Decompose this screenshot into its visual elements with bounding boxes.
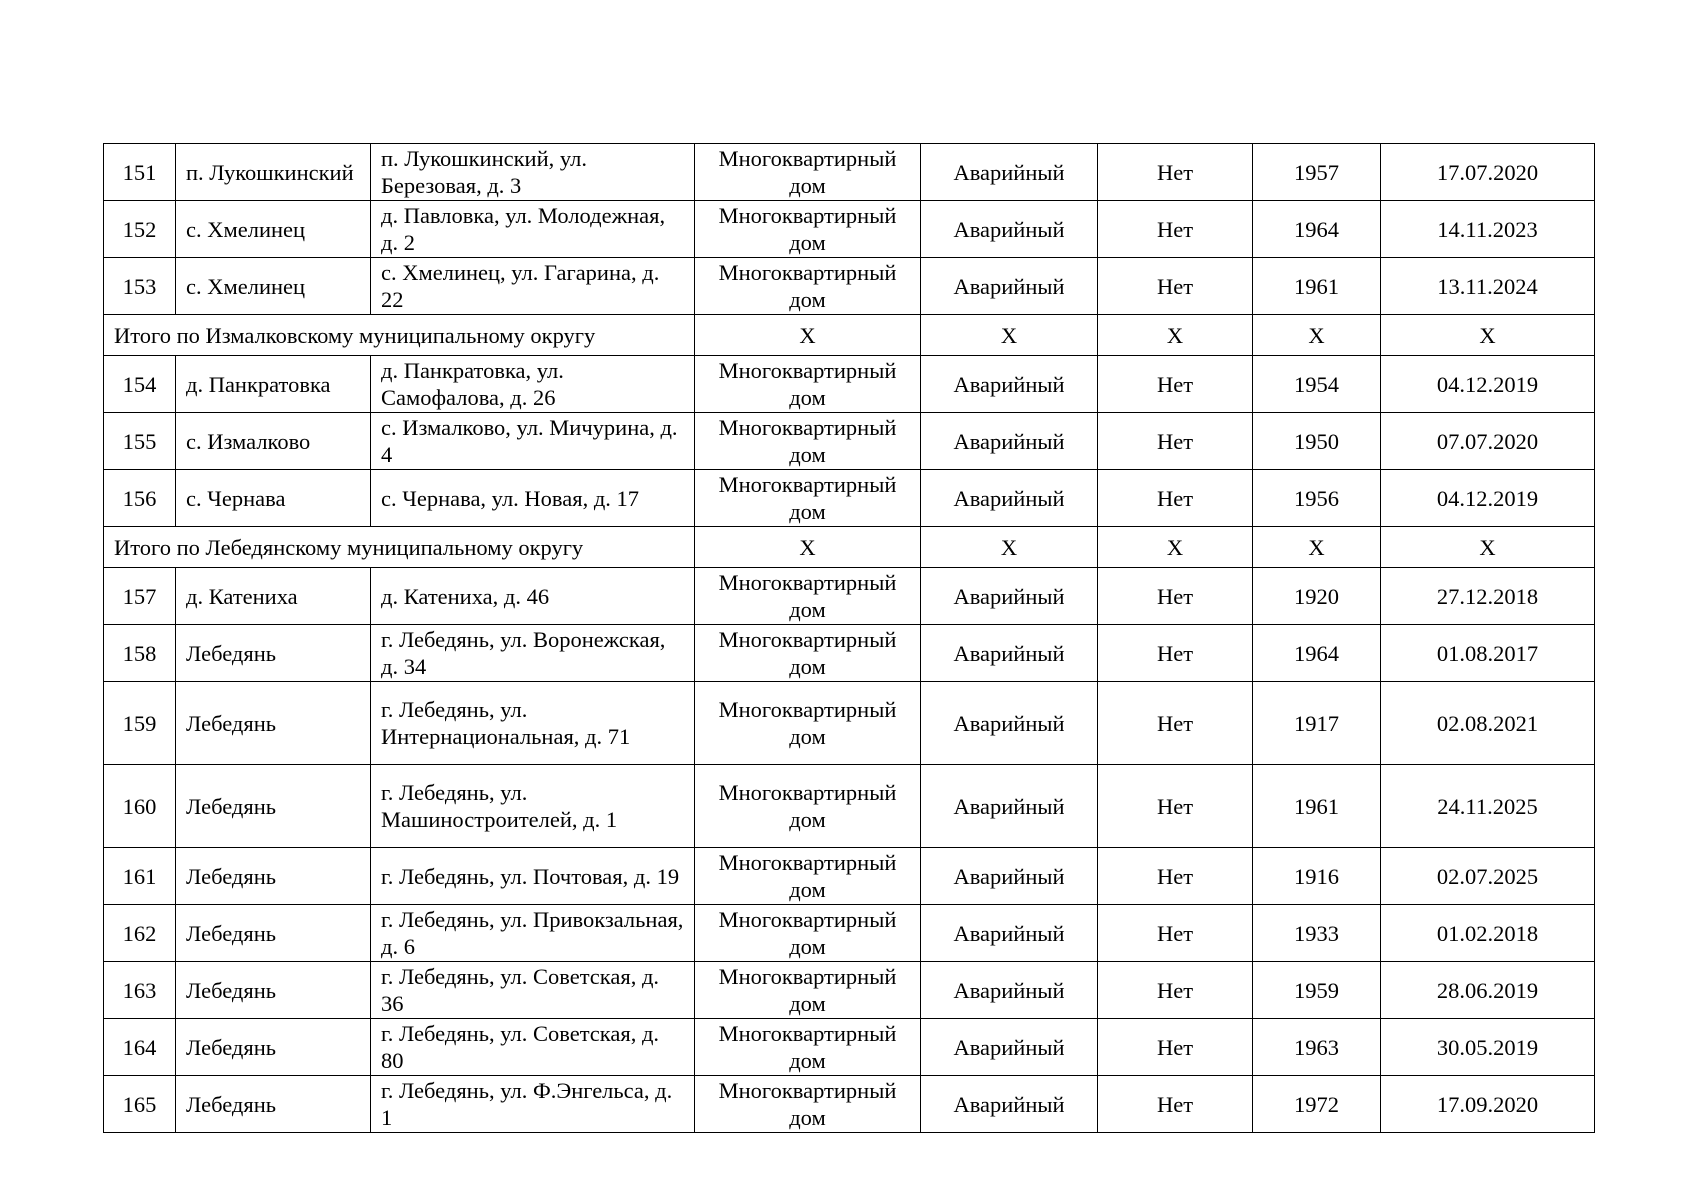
total-row xyxy=(104,315,1595,356)
date-cell: 17.07.2020 xyxy=(1381,144,1595,201)
table-row xyxy=(104,682,1595,765)
table-body xyxy=(104,144,1595,1133)
table-row xyxy=(104,144,1595,201)
date-cell: 04.12.2019 xyxy=(1381,470,1595,527)
condition-cell: Аварийный xyxy=(921,1076,1098,1133)
year-cell: 1916 xyxy=(1253,848,1381,905)
total-mark: Х xyxy=(1253,527,1381,568)
address-cell: с. Чернава, ул. Новая, д. 17 xyxy=(371,470,695,527)
row-number: 164 xyxy=(104,1019,176,1076)
row-number: 160 xyxy=(104,765,176,848)
address-cell: г. Лебедянь, ул. Интернациональная, д. 71 xyxy=(371,682,695,765)
row-number: 158 xyxy=(104,625,176,682)
flag-cell: Нет xyxy=(1098,144,1253,201)
condition-cell: Аварийный xyxy=(921,258,1098,315)
year-cell: 1963 xyxy=(1253,1019,1381,1076)
address-cell: с. Хмелинец, ул. Гагарина, д. 22 xyxy=(371,258,695,315)
date-cell: 02.08.2021 xyxy=(1381,682,1595,765)
table-row xyxy=(104,258,1595,315)
year-cell: 1972 xyxy=(1253,1076,1381,1133)
row-number: 152 xyxy=(104,201,176,258)
condition-cell: Аварийный xyxy=(921,625,1098,682)
flag-cell: Нет xyxy=(1098,356,1253,413)
row-number: 163 xyxy=(104,962,176,1019)
total-mark: Х xyxy=(921,315,1098,356)
condition-cell: Аварийный xyxy=(921,1019,1098,1076)
condition-cell: Аварийный xyxy=(921,848,1098,905)
table-row xyxy=(104,201,1595,258)
settlement-cell: Лебедянь xyxy=(176,905,371,962)
date-cell: 13.11.2024 xyxy=(1381,258,1595,315)
date-cell: 27.12.2018 xyxy=(1381,568,1595,625)
date-cell: 24.11.2025 xyxy=(1381,765,1595,848)
total-row xyxy=(104,527,1595,568)
total-mark: Х xyxy=(1253,315,1381,356)
condition-cell: Аварийный xyxy=(921,470,1098,527)
year-cell: 1920 xyxy=(1253,568,1381,625)
row-number: 162 xyxy=(104,905,176,962)
year-cell: 1956 xyxy=(1253,470,1381,527)
year-cell: 1961 xyxy=(1253,765,1381,848)
building-type-cell: Многоквартирный дом xyxy=(695,201,921,258)
date-cell: 14.11.2023 xyxy=(1381,201,1595,258)
date-cell: 17.09.2020 xyxy=(1381,1076,1595,1133)
flag-cell: Нет xyxy=(1098,1076,1253,1133)
building-type-cell: Многоквартирный дом xyxy=(695,1076,921,1133)
settlement-cell: с. Чернава xyxy=(176,470,371,527)
condition-cell: Аварийный xyxy=(921,568,1098,625)
total-mark: Х xyxy=(1098,315,1253,356)
address-cell: г. Лебедянь, ул. Машиностроителей, д. 1 xyxy=(371,765,695,848)
row-number: 156 xyxy=(104,470,176,527)
table-row xyxy=(104,905,1595,962)
date-cell: 01.02.2018 xyxy=(1381,905,1595,962)
building-type-cell: Многоквартирный дом xyxy=(695,765,921,848)
flag-cell: Нет xyxy=(1098,258,1253,315)
flag-cell: Нет xyxy=(1098,568,1253,625)
address-cell: с. Измалково, ул. Мичурина, д. 4 xyxy=(371,413,695,470)
address-cell: г. Лебедянь, ул. Советская, д. 36 xyxy=(371,962,695,1019)
condition-cell: Аварийный xyxy=(921,413,1098,470)
row-number: 151 xyxy=(104,144,176,201)
table-row xyxy=(104,1076,1595,1133)
address-cell: г. Лебедянь, ул. Почтовая, д. 19 xyxy=(371,848,695,905)
total-mark: Х xyxy=(695,527,921,568)
address-cell: г. Лебедянь, ул. Советская, д. 80 xyxy=(371,1019,695,1076)
total-mark: Х xyxy=(1381,315,1595,356)
year-cell: 1964 xyxy=(1253,201,1381,258)
total-mark: Х xyxy=(1098,527,1253,568)
flag-cell: Нет xyxy=(1098,625,1253,682)
row-number: 165 xyxy=(104,1076,176,1133)
building-type-cell: Многоквартирный дом xyxy=(695,144,921,201)
building-type-cell: Многоквартирный дом xyxy=(695,905,921,962)
address-cell: г. Лебедянь, ул. Привокзальная, д. 6 xyxy=(371,905,695,962)
settlement-cell: Лебедянь xyxy=(176,765,371,848)
building-type-cell: Многоквартирный дом xyxy=(695,413,921,470)
address-cell: п. Лукошкинский, ул. Березовая, д. 3 xyxy=(371,144,695,201)
date-cell: 28.06.2019 xyxy=(1381,962,1595,1019)
row-number: 157 xyxy=(104,568,176,625)
address-cell: д. Павловка, ул. Молодежная, д. 2 xyxy=(371,201,695,258)
flag-cell: Нет xyxy=(1098,682,1253,765)
row-number: 155 xyxy=(104,413,176,470)
building-type-cell: Многоквартирный дом xyxy=(695,962,921,1019)
row-number: 159 xyxy=(104,682,176,765)
settlement-cell: с. Хмелинец xyxy=(176,258,371,315)
settlement-cell: д. Катениха xyxy=(176,568,371,625)
table-row xyxy=(104,765,1595,848)
condition-cell: Аварийный xyxy=(921,905,1098,962)
settlement-cell: с. Измалково xyxy=(176,413,371,470)
table-row xyxy=(104,568,1595,625)
total-mark: Х xyxy=(921,527,1098,568)
flag-cell: Нет xyxy=(1098,905,1253,962)
flag-cell: Нет xyxy=(1098,962,1253,1019)
year-cell: 1957 xyxy=(1253,144,1381,201)
flag-cell: Нет xyxy=(1098,765,1253,848)
year-cell: 1917 xyxy=(1253,682,1381,765)
date-cell: 30.05.2019 xyxy=(1381,1019,1595,1076)
row-number: 153 xyxy=(104,258,176,315)
year-cell: 1950 xyxy=(1253,413,1381,470)
table-row xyxy=(104,356,1595,413)
year-cell: 1959 xyxy=(1253,962,1381,1019)
flag-cell: Нет xyxy=(1098,848,1253,905)
total-label: Итого по Измалковскому муниципальному округу xyxy=(104,315,695,356)
address-cell: г. Лебедянь, ул. Воронежская, д. 34 xyxy=(371,625,695,682)
condition-cell: Аварийный xyxy=(921,765,1098,848)
table-row xyxy=(104,470,1595,527)
settlement-cell: с. Хмелинец xyxy=(176,201,371,258)
building-type-cell: Многоквартирный дом xyxy=(695,470,921,527)
settlement-cell: п. Лукошкинский xyxy=(176,144,371,201)
table-row xyxy=(104,1019,1595,1076)
flag-cell: Нет xyxy=(1098,201,1253,258)
year-cell: 1964 xyxy=(1253,625,1381,682)
total-label: Итого по Лебедянскому муниципальному округу xyxy=(104,527,695,568)
building-type-cell: Многоквартирный дом xyxy=(695,625,921,682)
building-type-cell: Многоквартирный дом xyxy=(695,356,921,413)
condition-cell: Аварийный xyxy=(921,144,1098,201)
row-number: 161 xyxy=(104,848,176,905)
year-cell: 1961 xyxy=(1253,258,1381,315)
settlement-cell: Лебедянь xyxy=(176,625,371,682)
settlement-cell: Лебедянь xyxy=(176,962,371,1019)
building-type-cell: Многоквартирный дом xyxy=(695,1019,921,1076)
address-cell: д. Катениха, д. 46 xyxy=(371,568,695,625)
condition-cell: Аварийный xyxy=(921,201,1098,258)
address-cell: д. Панкратовка, ул. Самофалова, д. 26 xyxy=(371,356,695,413)
condition-cell: Аварийный xyxy=(921,962,1098,1019)
building-type-cell: Многоквартирный дом xyxy=(695,258,921,315)
table-row xyxy=(104,625,1595,682)
building-type-cell: Многоквартирный дом xyxy=(695,682,921,765)
date-cell: 04.12.2019 xyxy=(1381,356,1595,413)
flag-cell: Нет xyxy=(1098,470,1253,527)
total-mark: Х xyxy=(1381,527,1595,568)
flag-cell: Нет xyxy=(1098,413,1253,470)
condition-cell: Аварийный xyxy=(921,682,1098,765)
settlement-cell: Лебедянь xyxy=(176,1076,371,1133)
building-type-cell: Многоквартирный дом xyxy=(695,848,921,905)
table-row xyxy=(104,962,1595,1019)
date-cell: 01.08.2017 xyxy=(1381,625,1595,682)
settlement-cell: Лебедянь xyxy=(176,848,371,905)
settlement-cell: Лебедянь xyxy=(176,1019,371,1076)
housing-register-table xyxy=(103,143,1595,1133)
flag-cell: Нет xyxy=(1098,1019,1253,1076)
date-cell: 02.07.2025 xyxy=(1381,848,1595,905)
address-cell: г. Лебедянь, ул. Ф.Энгельса, д. 1 xyxy=(371,1076,695,1133)
settlement-cell: Лебедянь xyxy=(176,682,371,765)
building-type-cell: Многоквартирный дом xyxy=(695,568,921,625)
condition-cell: Аварийный xyxy=(921,356,1098,413)
year-cell: 1954 xyxy=(1253,356,1381,413)
table-row xyxy=(104,848,1595,905)
year-cell: 1933 xyxy=(1253,905,1381,962)
total-mark: Х xyxy=(695,315,921,356)
table-row xyxy=(104,413,1595,470)
date-cell: 07.07.2020 xyxy=(1381,413,1595,470)
settlement-cell: д. Панкратовка xyxy=(176,356,371,413)
row-number: 154 xyxy=(104,356,176,413)
